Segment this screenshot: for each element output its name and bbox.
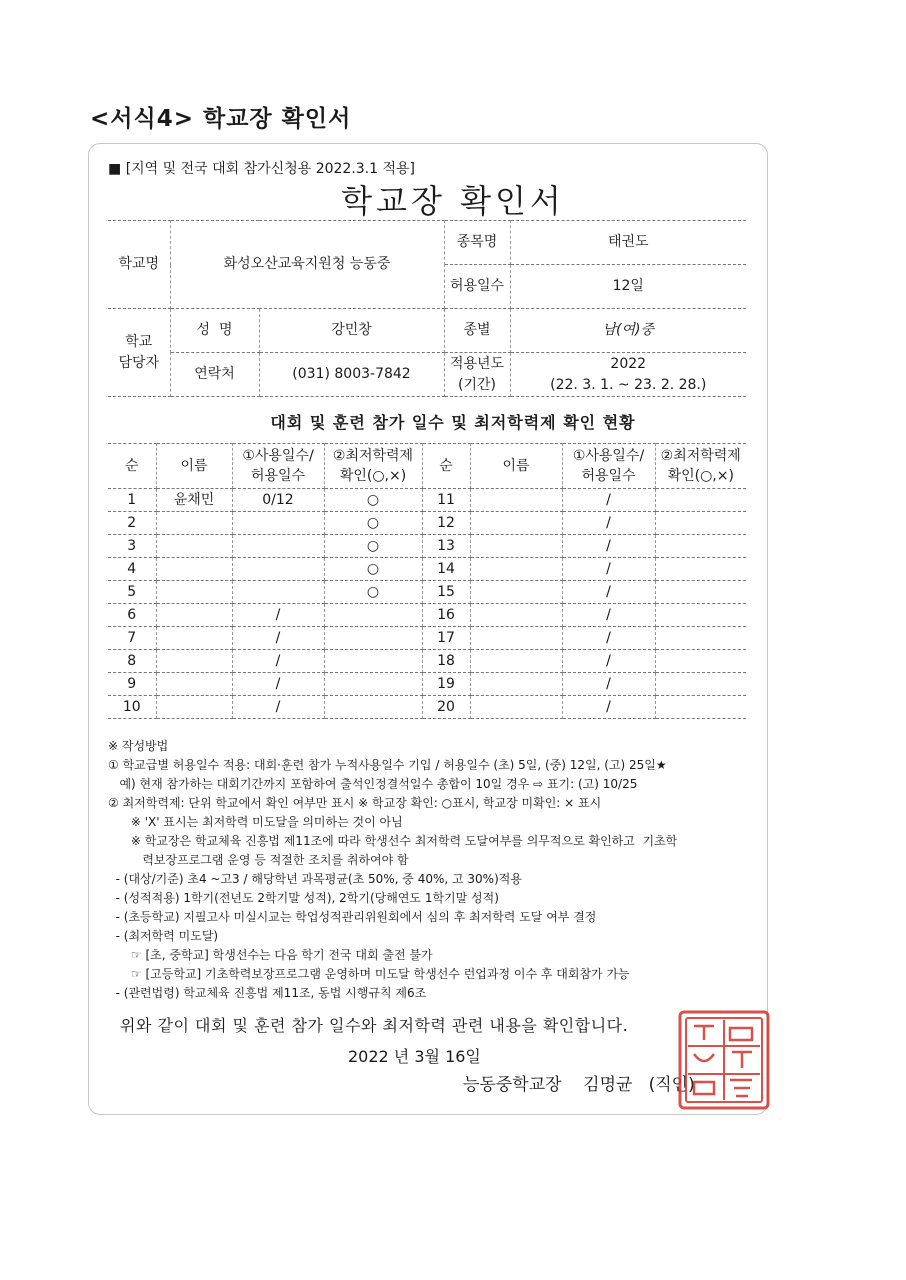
table-cell: / — [562, 604, 655, 627]
school-label: 학교명 — [108, 221, 170, 309]
sport-label: 종목명 — [444, 221, 510, 265]
table-row — [108, 489, 746, 512]
official-seal — [676, 1008, 772, 1112]
table-cell: / — [562, 650, 655, 673]
table-cell — [156, 558, 232, 581]
table-cell — [156, 604, 232, 627]
issue-date: 2022 년 3월 16일 — [348, 1047, 481, 1066]
table-cell — [655, 696, 746, 719]
table-cell — [470, 650, 562, 673]
table-cell — [655, 512, 746, 535]
year-value: 2022 (22. 3. 1. ~ 23. 2. 28.) — [510, 353, 746, 397]
table-cell — [156, 650, 232, 673]
table-cell: 16 — [422, 604, 470, 627]
note-line: ☞ [고등학교] 기초학력보장프로그램 운영하며 미도달 학생선수 런업과정 이수 후 대회참가 가능 — [108, 967, 630, 981]
table-cell — [655, 673, 746, 696]
table-cell: 20 — [422, 696, 470, 719]
table-cell: / — [232, 696, 324, 719]
table-cell — [655, 627, 746, 650]
table-cell: 0/12 — [232, 489, 324, 512]
table-cell — [324, 650, 422, 673]
document-title: 학교장 확인서 — [341, 182, 565, 220]
note-line: - (최저학력 미도달) — [108, 929, 219, 943]
note-line: - (성적적용) 1학기(전년도 2학기말 성적), 2학기(당해연도 1학기말 성적) — [108, 891, 499, 905]
table-cell: 17 — [422, 627, 470, 650]
school-value: 화성오산교육지원청 능동중 — [170, 221, 444, 309]
writing-notes — [108, 737, 758, 1003]
header-line — [108, 158, 415, 178]
table-cell — [156, 673, 232, 696]
allowed-days-label: 허용일수 — [444, 265, 510, 309]
table-row — [108, 673, 746, 696]
table-cell: 11 — [422, 489, 470, 512]
table-cell — [655, 535, 746, 558]
table-row — [108, 604, 746, 627]
note-line: ※ 작성방법 — [108, 739, 169, 753]
table-cell — [232, 535, 324, 558]
table-row — [108, 535, 746, 558]
table-cell: 19 — [422, 673, 470, 696]
table-header-cell: ①사용일수/ 허용일수 — [562, 444, 655, 489]
note-line: - (대상/기준) 초4 ~고3 / 해당학년 과목평균(초 50%, 중 40%, 고 30%)적용 — [108, 872, 522, 886]
table-cell: ○ — [324, 512, 422, 535]
table-cell: 1 — [108, 489, 156, 512]
table-row — [108, 627, 746, 650]
table-cell — [470, 627, 562, 650]
table-cell — [156, 627, 232, 650]
table-header-cell: 이름 — [470, 444, 562, 489]
table-cell — [470, 512, 562, 535]
note-line: - (초등학교) 지필고사 미실시교는 학업성적관리위원회에서 심의 후 최저학력 도달 여부 결정 — [108, 910, 597, 924]
table-row — [108, 581, 746, 604]
name-value: 강민창 — [259, 309, 444, 353]
table-cell: ○ — [324, 581, 422, 604]
table-row — [108, 650, 746, 673]
table-row — [108, 558, 746, 581]
table-cell: 14 — [422, 558, 470, 581]
table-cell: 윤채민 — [156, 489, 232, 512]
table-cell: / — [562, 535, 655, 558]
table-cell: 15 — [422, 581, 470, 604]
note-line: ① 학교급별 허용일수 적용: 대회·훈련 참가 누적사용일수 기입 / 허용일수 (초) 5일, (중) 12일, (고) 25일★ — [108, 758, 667, 772]
sport-value: 태권도 — [510, 221, 746, 265]
info-table — [108, 220, 746, 397]
table-cell: / — [232, 627, 324, 650]
table-cell — [470, 558, 562, 581]
note-line: - (관련법령) 학교체육 진흥법 제11조, 동법 시행규칙 제6조 — [108, 986, 427, 1000]
table-cell — [470, 489, 562, 512]
year-label: 적용년도 (기간) — [444, 353, 510, 397]
table-cell — [324, 696, 422, 719]
note-line: ※ 학교장은 학교체육 진흥법 제11조에 따라 학생선수 최저학력 도달여부를 의무적으로 확인하고 기초학 — [108, 834, 678, 848]
table-cell — [470, 604, 562, 627]
table-cell: 4 — [108, 558, 156, 581]
table-header-cell: 이름 — [156, 444, 232, 489]
table-cell: / — [562, 696, 655, 719]
table-cell: 13 — [422, 535, 470, 558]
table-cell — [156, 512, 232, 535]
table-cell — [232, 512, 324, 535]
table-cell: 8 — [108, 650, 156, 673]
table-cell — [655, 650, 746, 673]
note-line: ※ 'X' 표시는 최저학력 미도달을 의미하는 것이 아님 — [108, 815, 403, 829]
note-line: ② 최저학력제: 단위 학교에서 확인 여부만 표시 ※ 학교장 확인: ○표시, 학교장 미확인: × 표시 — [108, 796, 602, 810]
form-title: <서식4> 학교장 확인서 — [90, 106, 352, 132]
table-cell — [655, 489, 746, 512]
table-cell — [470, 696, 562, 719]
table-cell — [156, 581, 232, 604]
table-cell: 5 — [108, 581, 156, 604]
table-cell — [156, 535, 232, 558]
table-cell: 9 — [108, 673, 156, 696]
table-cell: ○ — [324, 558, 422, 581]
table-cell: / — [562, 581, 655, 604]
table-cell — [156, 696, 232, 719]
table-cell: / — [232, 604, 324, 627]
table-cell: ○ — [324, 535, 422, 558]
table-cell: 7 — [108, 627, 156, 650]
note-line: 력보장프로그램 운영 등 적절한 조치를 취하여야 함 — [108, 853, 409, 867]
table-cell — [470, 535, 562, 558]
table-cell — [655, 581, 746, 604]
principal-signature: 능동중학교장 김명균 (직인) — [463, 1075, 695, 1095]
table-header-cell: 순 — [108, 444, 156, 489]
table-row — [108, 512, 746, 535]
table-cell: / — [562, 627, 655, 650]
header-text: [지역 및 전국 대회 참가신청용 2022.3.1 적용] — [125, 161, 415, 177]
table-cell: / — [232, 650, 324, 673]
table-cell — [324, 627, 422, 650]
table-header-cell: ②최저학력제 확인(○,×) — [655, 444, 746, 489]
table-cell: 10 — [108, 696, 156, 719]
table-header-cell: 순 — [422, 444, 470, 489]
table-cell: 2 — [108, 512, 156, 535]
header-bullet: ■ — [108, 161, 122, 177]
participation-table — [108, 443, 746, 719]
table-cell: ○ — [324, 489, 422, 512]
table-header-cell: ①사용일수/ 허용일수 — [232, 444, 324, 489]
table-cell: 18 — [422, 650, 470, 673]
manager-label: 학교 담당자 — [108, 309, 170, 397]
section-title: 대회 및 훈련 참가 일수 및 최저학력제 확인 현황 — [270, 413, 636, 432]
contact-label: 연락처 — [170, 353, 259, 397]
name-label: 성 명 — [170, 309, 259, 353]
contact-value: (031) 8003-7842 — [259, 353, 444, 397]
table-cell: 3 — [108, 535, 156, 558]
gender-value: 남(여)중 — [510, 309, 746, 353]
gender-label: 종별 — [444, 309, 510, 353]
confirm-statement: 위와 같이 대회 및 훈련 참가 일수와 최저학력 관련 내용을 확인합니다. — [120, 1016, 629, 1035]
table-cell: 12 — [422, 512, 470, 535]
table-cell — [655, 604, 746, 627]
table-cell — [470, 581, 562, 604]
table-row — [108, 696, 746, 719]
note-line: 예) 현재 참가하는 대회기간까지 포함하여 출석인정결석일수 총합이 10일 경우 ⇨ 표기: (고) 10/25 — [108, 777, 638, 791]
table-cell: / — [562, 673, 655, 696]
table-cell — [232, 558, 324, 581]
table-header-cell: ②최저학력제 확인(○,×) — [324, 444, 422, 489]
table-cell — [655, 558, 746, 581]
note-line: ☞ [초, 중학교] 학생선수는 다음 학기 전국 대회 출전 불가 — [108, 948, 433, 962]
table-cell: / — [232, 673, 324, 696]
table-cell: / — [562, 489, 655, 512]
table-cell — [324, 604, 422, 627]
table-cell: / — [562, 512, 655, 535]
allowed-days-value: 12일 — [510, 265, 746, 309]
table-cell — [232, 581, 324, 604]
table-cell — [470, 673, 562, 696]
table-cell — [324, 673, 422, 696]
table-cell: / — [562, 558, 655, 581]
table-cell: 6 — [108, 604, 156, 627]
